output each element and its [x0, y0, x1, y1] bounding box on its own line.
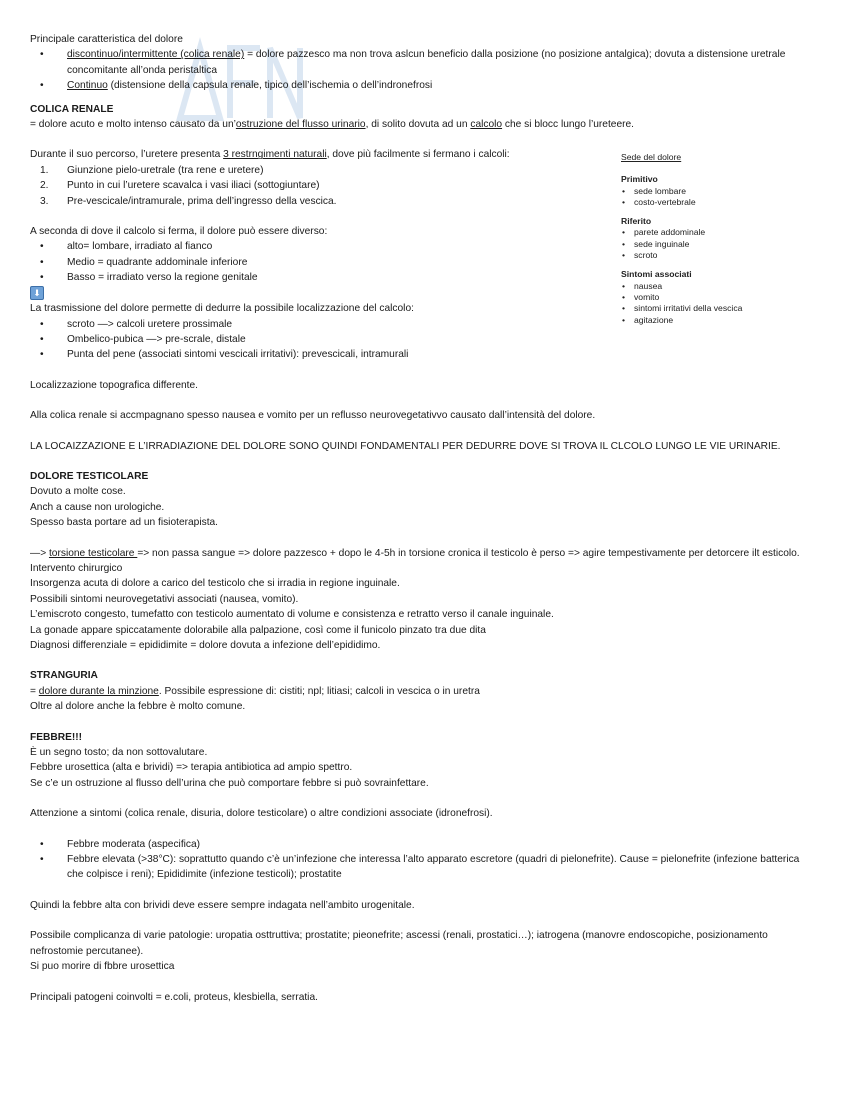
pain-site-box — [621, 152, 821, 326]
box-section-title: Primitivo — [621, 174, 658, 185]
list-item: • sede inguinale — [621, 239, 821, 250]
paragraph-line: Quindi la febbre alta con brividi deve essere sempre indagata nell’ambito urogenitale. — [30, 899, 415, 911]
list-item: • Febbre elevata (>38°C): soprattutto quando c’è un’infezione che interessa l’alto apparato escretore (quadri di pielonefrite). Cause = pielonefrite (infezione batterica che colpisce i reni); Epididimite (infezione testicoli); prostatite — [30, 852, 800, 883]
list-item: • vomito — [621, 292, 821, 303]
box-section-title: Sintomi associati — [621, 269, 692, 280]
paragraph-line: Insorgenza acuta di dolore a carico del testicolo che si irradia in regione inguinale. — [30, 578, 400, 590]
paragraph-line: Dovuto a molte cose. — [30, 486, 126, 498]
list-item: • Medio = quadrante addominale inferiore — [30, 255, 800, 270]
list-item: • Basso = irradiato verso la regione genitale — [30, 270, 800, 285]
paragraph-line: La gonade appare spiccatamente dolorabile alla palpazione, così come il funicolo pinzato tra due dita — [30, 624, 486, 636]
narrowing-intro: Durante il suo percorso, l’uretere presenta 3 restrngimenti naturali, dove più facilmente si fermano i calcoli: — [30, 149, 510, 161]
list-item: 3. Pre-vescicale/intramurale, prima dell’ingresso della vescica. — [40, 195, 337, 207]
list-item: 1. Giunzione pielo-uretrale (tra rene e uretere) — [40, 164, 264, 176]
paragraph-line: Febbre urosettica (alta e brividi) => terapia antibiotica ad ampio spettro. — [30, 762, 353, 774]
stranguria-definition: = dolore durante la minzione. Possibile espressione di: cistiti; npl; litiasi; calcoli in vescica o in uretra — [30, 685, 480, 697]
paragraph-line: Possibili sintomi neurovegetativi associati (nausea, vomito). — [30, 593, 299, 605]
intro-list — [30, 47, 800, 93]
paragraph-line: Anch a cause non urologiche. — [30, 501, 165, 513]
list-item: • sede lombare — [621, 186, 821, 197]
section-title-febbre: FEBBRE!!! — [30, 731, 83, 743]
paragraph-line: Principali patogeni coinvolti = e.coli, proteus, klesbiella, serratia. — [30, 991, 318, 1003]
list-item: • Continuo (distensione della capsula renale, tipico dell’ischemia o dell’indronefrosi — [30, 78, 800, 93]
paragraph-line: Spesso basta portare ad un fisioterapista. — [30, 517, 219, 529]
list-item: • sintomi irritativi della vescica — [621, 303, 821, 314]
nausea-note: Alla colica renale si accmpagnano spesso nausea e vomito per un reflusso neurovegetativvo causato dall’intensità del dolore. — [30, 410, 596, 422]
attention-note: Attenzione a sintomi (colica renale, disuria, dolore testicolare) o altre condizioni associate (idronefrosi). — [30, 808, 493, 820]
list-item: • Punta del pene (associati sintomi vescicali irritativi): prevescicali, intramurali — [30, 347, 800, 362]
paragraph-line: Se c’e un ostruzione al flusso dell’urina che può comportare febbre si può sovrainfettare. — [30, 777, 429, 789]
list-item: • scroto — [621, 250, 821, 261]
list-item: • agitazione — [621, 315, 821, 326]
section-title-stranguria: STRANGURIA — [30, 670, 98, 682]
box-title: Sede del dolore — [621, 152, 682, 162]
list-item: • alto= lombare, irradiato al fianco — [30, 239, 800, 254]
section-title-colica: COLICA RENALE — [30, 103, 114, 115]
paragraph-line: Possibile complicanza di varie patologie: uropatia osttruttiva; prostatite; pieonefrite; ascessi (renali, prostatici…); iatrogena (manovre endoscopiche, posizionamento nefrostomie percutanee). — [30, 930, 768, 957]
list-item: • discontinuo/intermittente (colica renale) = dolore pazzesco ma non trova aslcun beneficio dalla posizione (no posizione antalgica); dovuta a distensione uretrale concomitante all’onda peristaltica — [30, 47, 800, 78]
list-item: • nausea — [621, 281, 821, 292]
paragraph-line: Oltre al dolore anche la febbre è molto comune. — [30, 701, 246, 713]
list-item: 2. Punto in cui l’uretere scavalca i vasi iliaci (sottogiuntare) — [40, 180, 320, 192]
torsion-paragraph: —> torsione testicolare => non passa sangue => dolore pazzesco + dopo le 4-5h in torsione cronica il testicolo è perso => agire tempestivamente per detorcere ilt esticolo. — [30, 547, 800, 559]
fever-list — [30, 837, 800, 883]
paragraph-line: Si puo morire di fbbre urosettica — [30, 961, 175, 973]
topography-note: Localizzazione topografica differente. — [30, 379, 199, 391]
paragraph-line: È un segno tosto; da non sottovalutare. — [30, 747, 208, 759]
list-item: • Ombelico-pubica —> pre-scrale, distale — [30, 332, 800, 347]
paragraph-line: Diagnosi differenziale = epididimite = dolore dovuta a infezione dell’epididimo. — [30, 640, 381, 651]
paragraph-line: Intervento chirurgico — [30, 562, 123, 574]
box-section-title: Riferito — [621, 216, 652, 227]
down-arrow-icon: ⬇ — [30, 286, 44, 300]
intro-heading: Principale caratteristica del dolore — [30, 34, 183, 45]
caps-note: LA LOCAIZZAZIONE E L’IRRADIAZIONE DEL DOLORE SONO QUINDI FONDAMENTALI PER DEDURRE DOVE SI TROVA IL CLCOLO LUNGO LE VIE URINARIE. — [30, 440, 781, 452]
list-item: • parete addominale — [621, 227, 821, 238]
paragraph-line: L’emiscroto congesto, tumefatto con testicolo aumentato di volume e consistenza e retratto verso il canale inguinale. — [30, 609, 554, 621]
colica-definition: = dolore acuto e molto intenso causato da un’ostruzione del flusso urinario, di solito dovuta ad un calcolo che si blocc lungo l’ureteere. — [30, 119, 635, 131]
pain-intro: A seconda di dove il calcolo si ferma, il dolore può essere diverso: — [30, 226, 328, 238]
transmission-intro: La trasmissione del dolore permette di dedurre la possibile localizzazione del calcolo: — [30, 303, 414, 315]
list-item: • costo-vertebrale — [621, 197, 821, 208]
list-item: • scroto —> calcoli uretere prossimale — [30, 317, 800, 332]
list-item: • Febbre moderata (aspecifica) — [30, 837, 800, 852]
section-title-testicolare: DOLORE TESTICOLARE — [30, 470, 149, 482]
